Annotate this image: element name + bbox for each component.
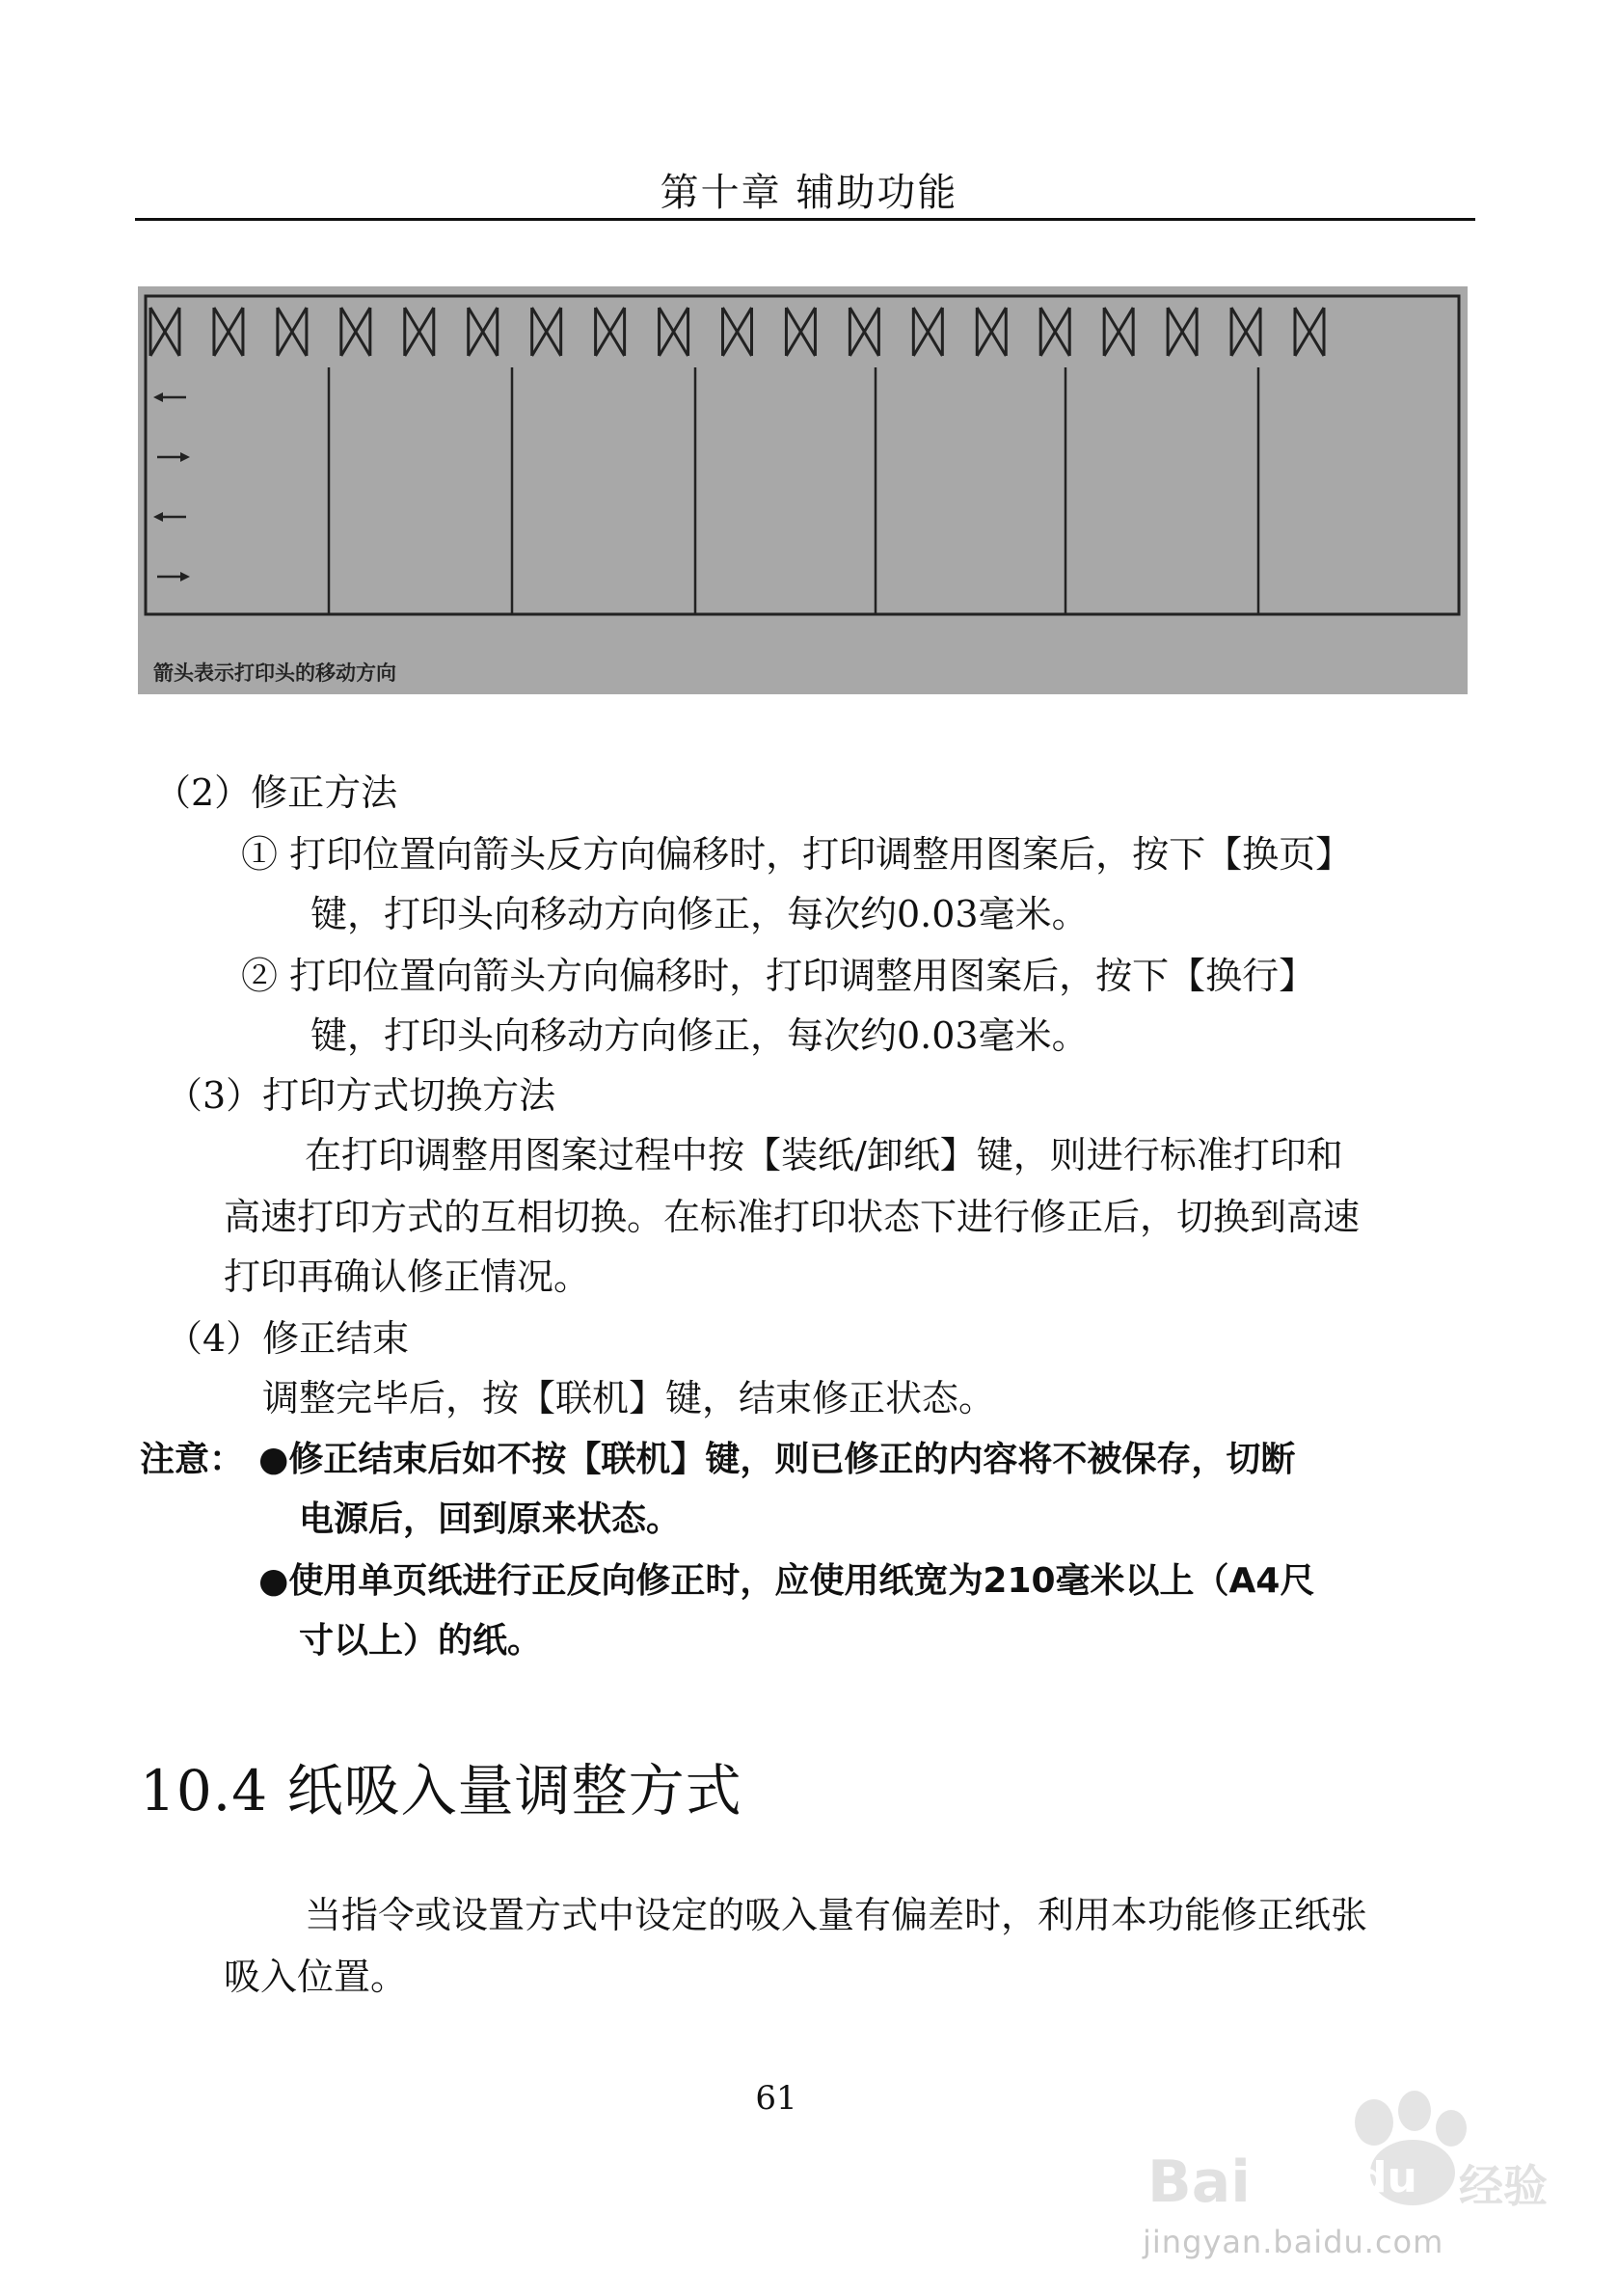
page-number: 61 — [755, 2079, 797, 2118]
adjustment-pattern-figure — [138, 286, 1468, 694]
watermark-brand3: 经验 — [1459, 2160, 1548, 2212]
arrow-left-icon — [153, 512, 186, 522]
pattern-x-mark — [150, 308, 179, 356]
watermark-brand: Bai — [1147, 2148, 1251, 2216]
section2-item2-line2: 键，打印头向移动方向修正，每次约0.03毫米。 — [310, 1014, 1089, 1057]
pattern-x-mark — [532, 308, 561, 356]
section4-line1: 调整完毕后，按【联机】键，结束修正状态。 — [262, 1377, 996, 1419]
note-bullet1-line1: ●修正结束后如不按【联机】键，则已修正的内容将不被保存，切断 — [258, 1440, 1296, 1479]
arrow-right-icon — [157, 572, 190, 581]
section3-heading: （3）打印方式切换方法 — [166, 1074, 556, 1117]
section-10-4-line2: 吸入位置。 — [224, 1956, 408, 1998]
pattern-x-mark — [913, 308, 942, 356]
section2-heading: （2）修正方法 — [154, 771, 398, 814]
pattern-x-mark — [214, 308, 243, 356]
arrow-left-icon — [153, 392, 186, 402]
section4-heading: （4）修正结束 — [166, 1317, 410, 1360]
pattern-x-mark — [723, 308, 752, 356]
pattern-x-mark — [660, 308, 688, 356]
section3-line3: 打印再确认修正情况。 — [224, 1256, 591, 1298]
pattern-x-mark — [469, 308, 498, 356]
section-10-4-title: 10.4 纸吸入量调整方式 — [140, 1758, 742, 1823]
pattern-x-mark — [1168, 308, 1197, 356]
section2-item1-line2: 键，打印头向移动方向修正，每次约0.03毫米。 — [310, 893, 1089, 935]
section2-item2-line1: ② 打印位置向箭头方向偏移时，打印调整用图案后，按下【换行】 — [241, 955, 1316, 997]
pattern-x-mark — [341, 308, 370, 356]
section3-line1: 在打印调整用图案过程中按【装纸/卸纸】键，则进行标准打印和 — [305, 1134, 1343, 1176]
pattern-x-mark — [1104, 308, 1133, 356]
watermark-url: jingyan.baidu.com — [1143, 2224, 1444, 2260]
pattern-x-mark — [1040, 308, 1069, 356]
section2-item1-line1: ① 打印位置向箭头反方向偏移时，打印调整用图案后，按下【换页】 — [241, 833, 1353, 876]
note-bullet2-line1: ●使用单页纸进行正反向修正时，应使用纸宽为210毫米以上（A4尺 — [258, 1561, 1315, 1601]
section3-line2: 高速打印方式的互相切换。在标准打印状态下进行修正后，切换到高速 — [224, 1196, 1361, 1238]
section-10-4-line1: 当指令或设置方式中设定的吸入量有偏差时，利用本功能修正纸张 — [305, 1894, 1368, 1936]
note-bullet1-line2: 电源后，回到原来状态。 — [299, 1499, 682, 1539]
pattern-x-mark — [1295, 308, 1324, 356]
pattern-x-mark — [596, 308, 625, 356]
note-bullet2-line2: 寸以上）的纸。 — [299, 1621, 543, 1661]
pattern-x-mark — [278, 308, 307, 356]
arrow-right-icon — [157, 452, 190, 462]
pattern-diagram — [138, 286, 1468, 694]
header-rule — [135, 218, 1475, 221]
pattern-x-mark — [405, 308, 434, 356]
pattern-x-mark — [786, 308, 815, 356]
chapter-header-title: 第十章 辅助功能 — [660, 171, 958, 215]
figure-caption: 箭头表示打印头的移动方向 — [153, 662, 396, 685]
note-label: 注意： — [140, 1440, 245, 1479]
pattern-x-mark — [977, 308, 1006, 356]
pattern-x-mark — [1231, 308, 1260, 356]
pattern-x-mark — [849, 308, 878, 356]
watermark-brand2: du — [1357, 2153, 1417, 2202]
